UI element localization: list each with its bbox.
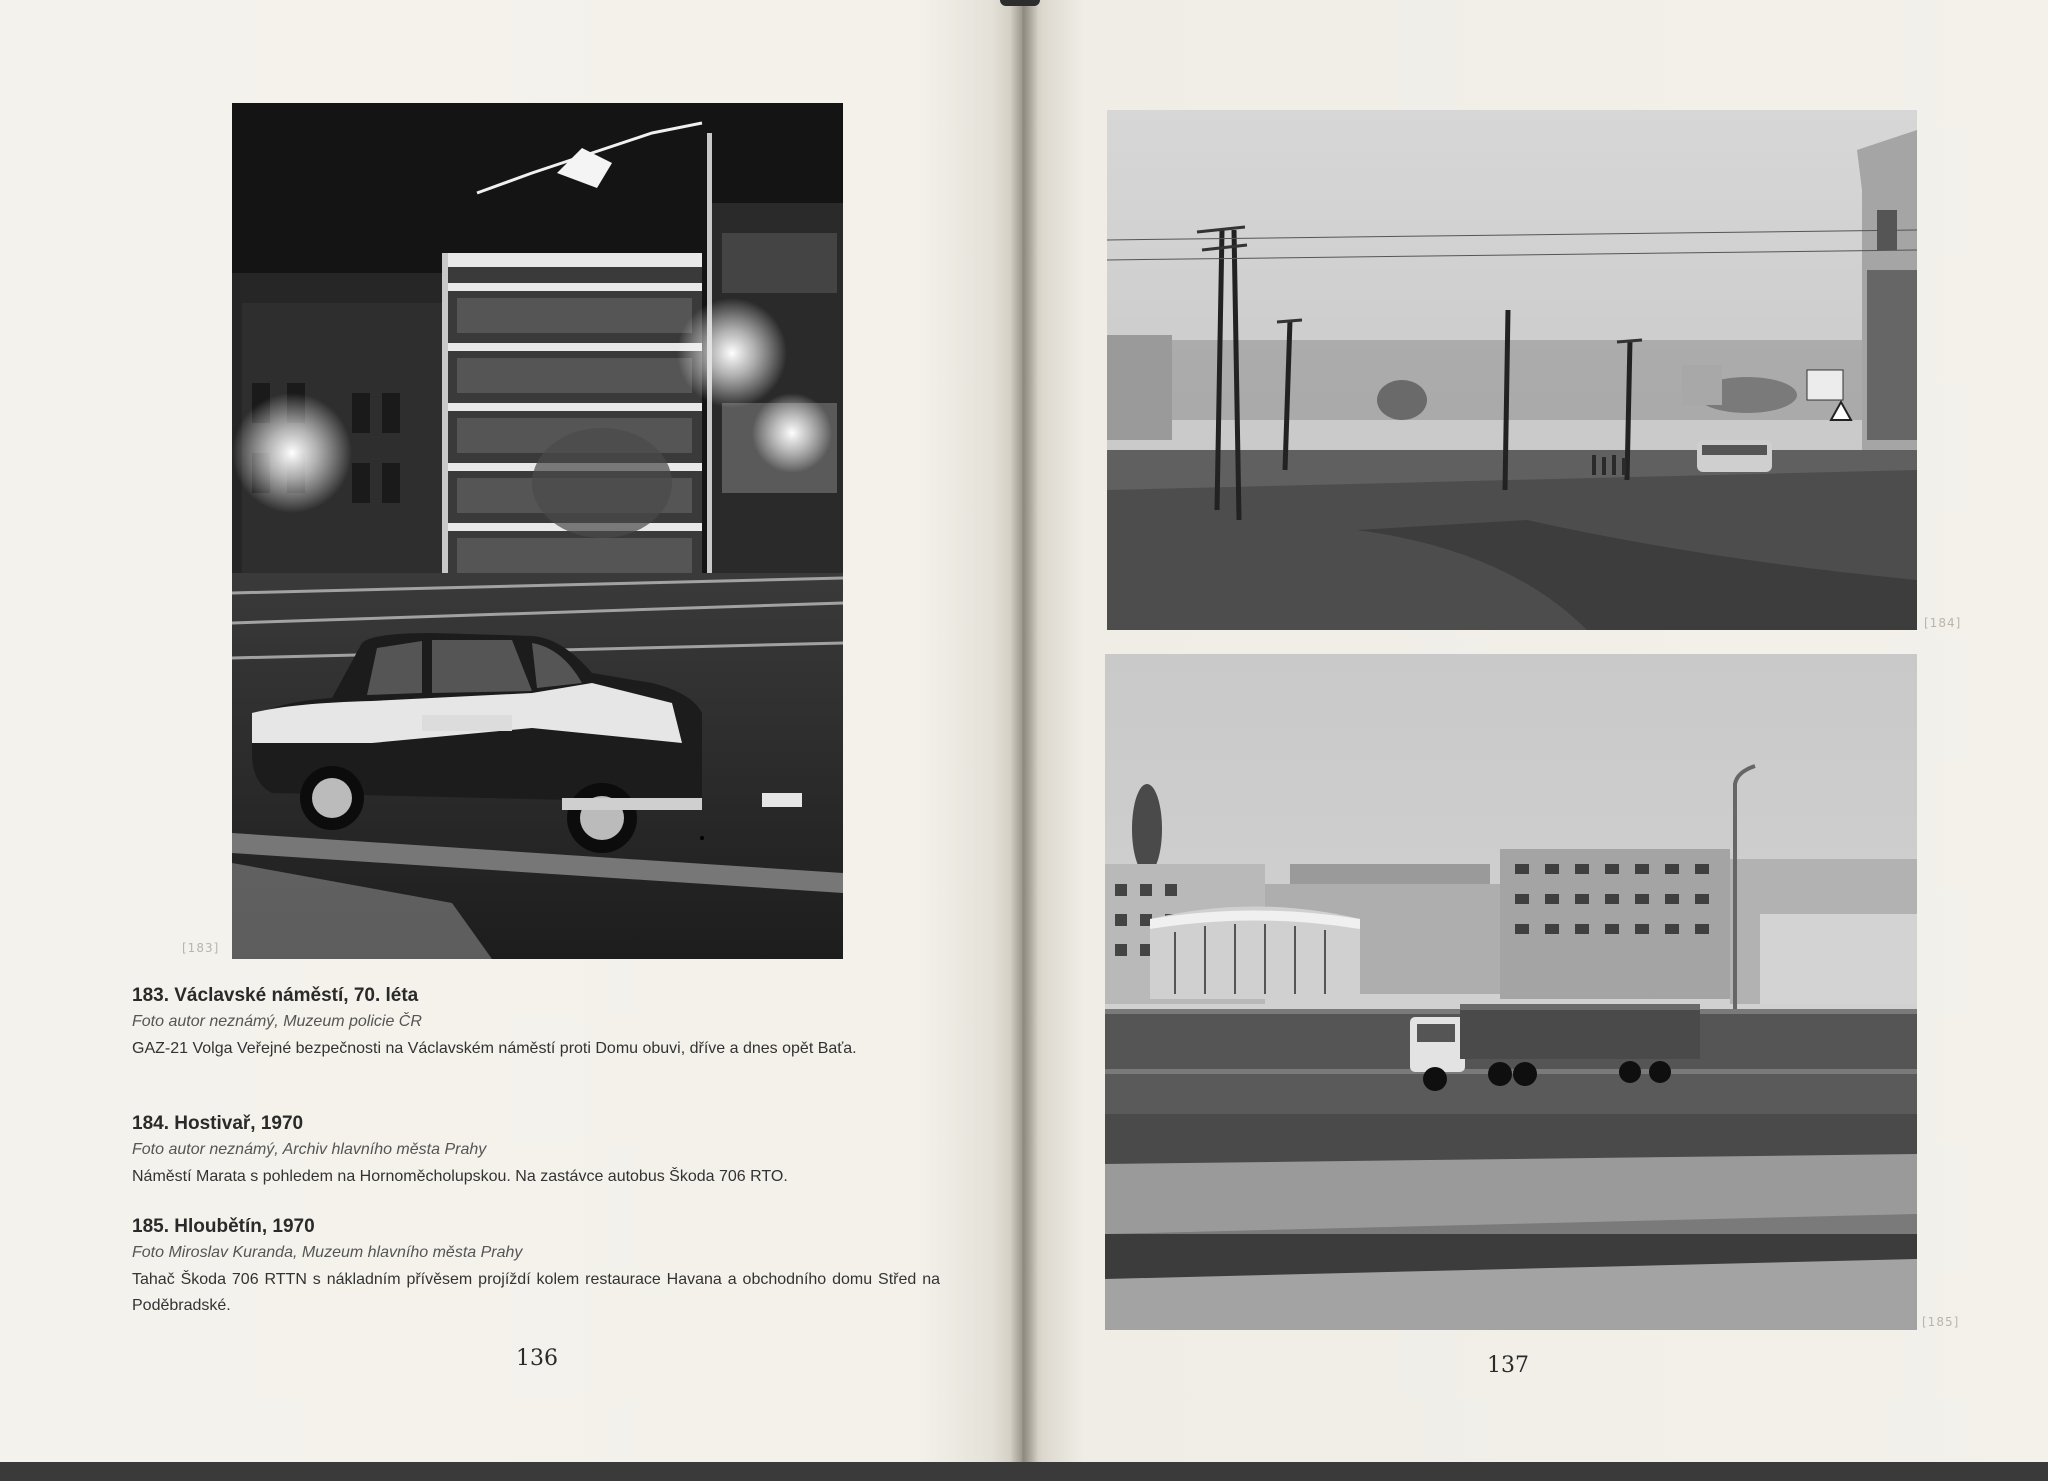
photo-184-image bbox=[1107, 110, 1917, 630]
book-bottom-edge bbox=[0, 1462, 2048, 1481]
caption-184-text: Náměstí Marata s pohledem na Hornoměcholupskou. Na zastávce autobus Škoda 706 RTO. bbox=[132, 1168, 788, 1185]
photo-185-number: [185] bbox=[1922, 1315, 1960, 1329]
binding-notch bbox=[1000, 0, 1040, 6]
photo-183-image bbox=[232, 103, 843, 959]
page-number-left: 136 bbox=[516, 1346, 558, 1371]
caption-185-title: 185. Hloubětín, 1970 bbox=[132, 1216, 315, 1237]
caption-184-title: 184. Hostivař, 1970 bbox=[132, 1113, 304, 1134]
caption-183-text: GAZ-21 Volga Veřejné bezpečnosti na Václavském náměstí proti Domu obuvi, dříve a dnes opět Baťa. bbox=[132, 1040, 857, 1057]
photo-183-number: [183] bbox=[182, 941, 220, 955]
photo-185 bbox=[1105, 654, 1917, 1330]
photo-184-number: [184] bbox=[1924, 616, 1962, 630]
caption-185-credit: Foto Miroslav Kuranda, Muzeum hlavního města Prahy bbox=[132, 1244, 523, 1261]
photo-185-image bbox=[1105, 654, 1917, 1330]
book-gutter bbox=[1010, 0, 1038, 1481]
caption-183-title: 183. Václavské náměstí, 70. léta bbox=[132, 985, 419, 1006]
photo-184 bbox=[1107, 110, 1917, 630]
page-number-right: 137 bbox=[1487, 1353, 1529, 1378]
caption-185-text: Tahač Škoda 706 RTTN s nákladním přívěsem projíždí kolem restaurace Havana a obchodního domu Střed na Poděbradské. bbox=[132, 1271, 940, 1314]
photo-183 bbox=[232, 103, 843, 959]
caption-184-credit: Foto autor neznámý, Archiv hlavního města Prahy bbox=[132, 1141, 487, 1158]
caption-183-credit: Foto autor neznámý, Muzeum policie ČR bbox=[132, 1013, 422, 1030]
